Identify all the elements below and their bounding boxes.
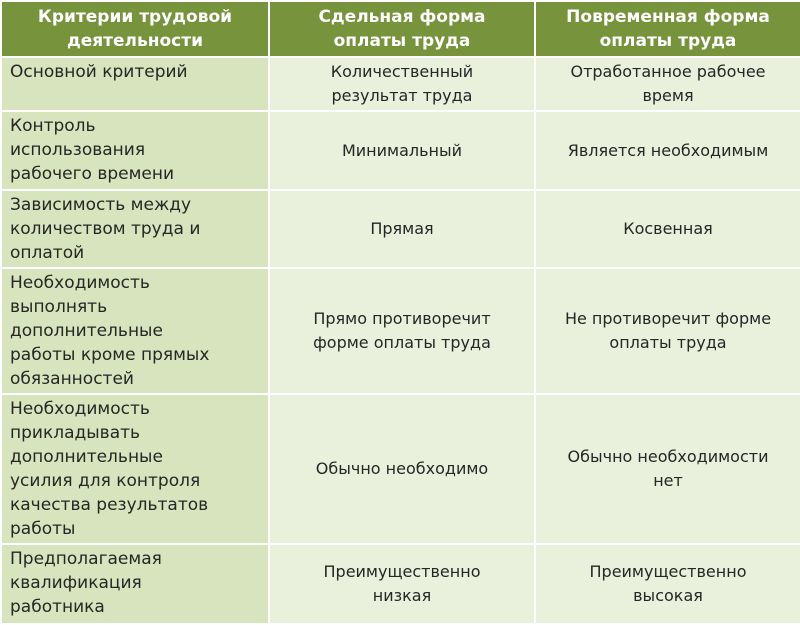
header-criteria: Критерии трудовой деятельности — [1, 1, 269, 57]
time-based-cell: Преимущественно высокая — [535, 544, 800, 624]
piecework-cell: Преимущественно низкая — [269, 544, 535, 624]
table-row — [1, 190, 800, 268]
time-based-cell: Отработанное рабочее время — [535, 57, 800, 111]
table-row — [1, 268, 800, 394]
time-based-cell: Косвенная — [535, 190, 800, 268]
table-row — [1, 544, 800, 624]
piecework-cell: Прямая — [269, 190, 535, 268]
piecework-cell: Минимальный — [269, 111, 535, 190]
table-row — [1, 57, 800, 111]
time-based-cell: Является необходимым — [535, 111, 800, 190]
header-time-based: Повременная форма оплаты труда — [535, 1, 800, 57]
criterion-cell: Контроль использования рабочего времени — [1, 111, 269, 190]
time-based-cell: Обычно необходимости нет — [535, 394, 800, 544]
criterion-cell: Зависимость между количеством труда и оплатой — [1, 190, 269, 268]
piecework-cell: Обычно необходимо — [269, 394, 535, 544]
time-based-cell: Не противоречит форме оплаты труда — [535, 268, 800, 394]
criterion-cell: Основной критерий — [1, 57, 269, 111]
header-row — [1, 1, 800, 57]
table-row — [1, 394, 800, 544]
criterion-cell: Предполагаемая квалификация работника — [1, 544, 269, 624]
header-piecework: Сдельная форма оплаты труда — [269, 1, 535, 57]
criterion-cell: Необходимость выполнять дополнительные работы кроме прямых обязанностей — [1, 268, 269, 394]
criterion-cell: Необходимость прикладывать дополнительные усилия для контроля качества результатов работы — [1, 394, 269, 544]
table-row — [1, 111, 800, 190]
piecework-cell: Количественный результат труда — [269, 57, 535, 111]
piecework-cell: Прямо противоречит форме оплаты труда — [269, 268, 535, 394]
